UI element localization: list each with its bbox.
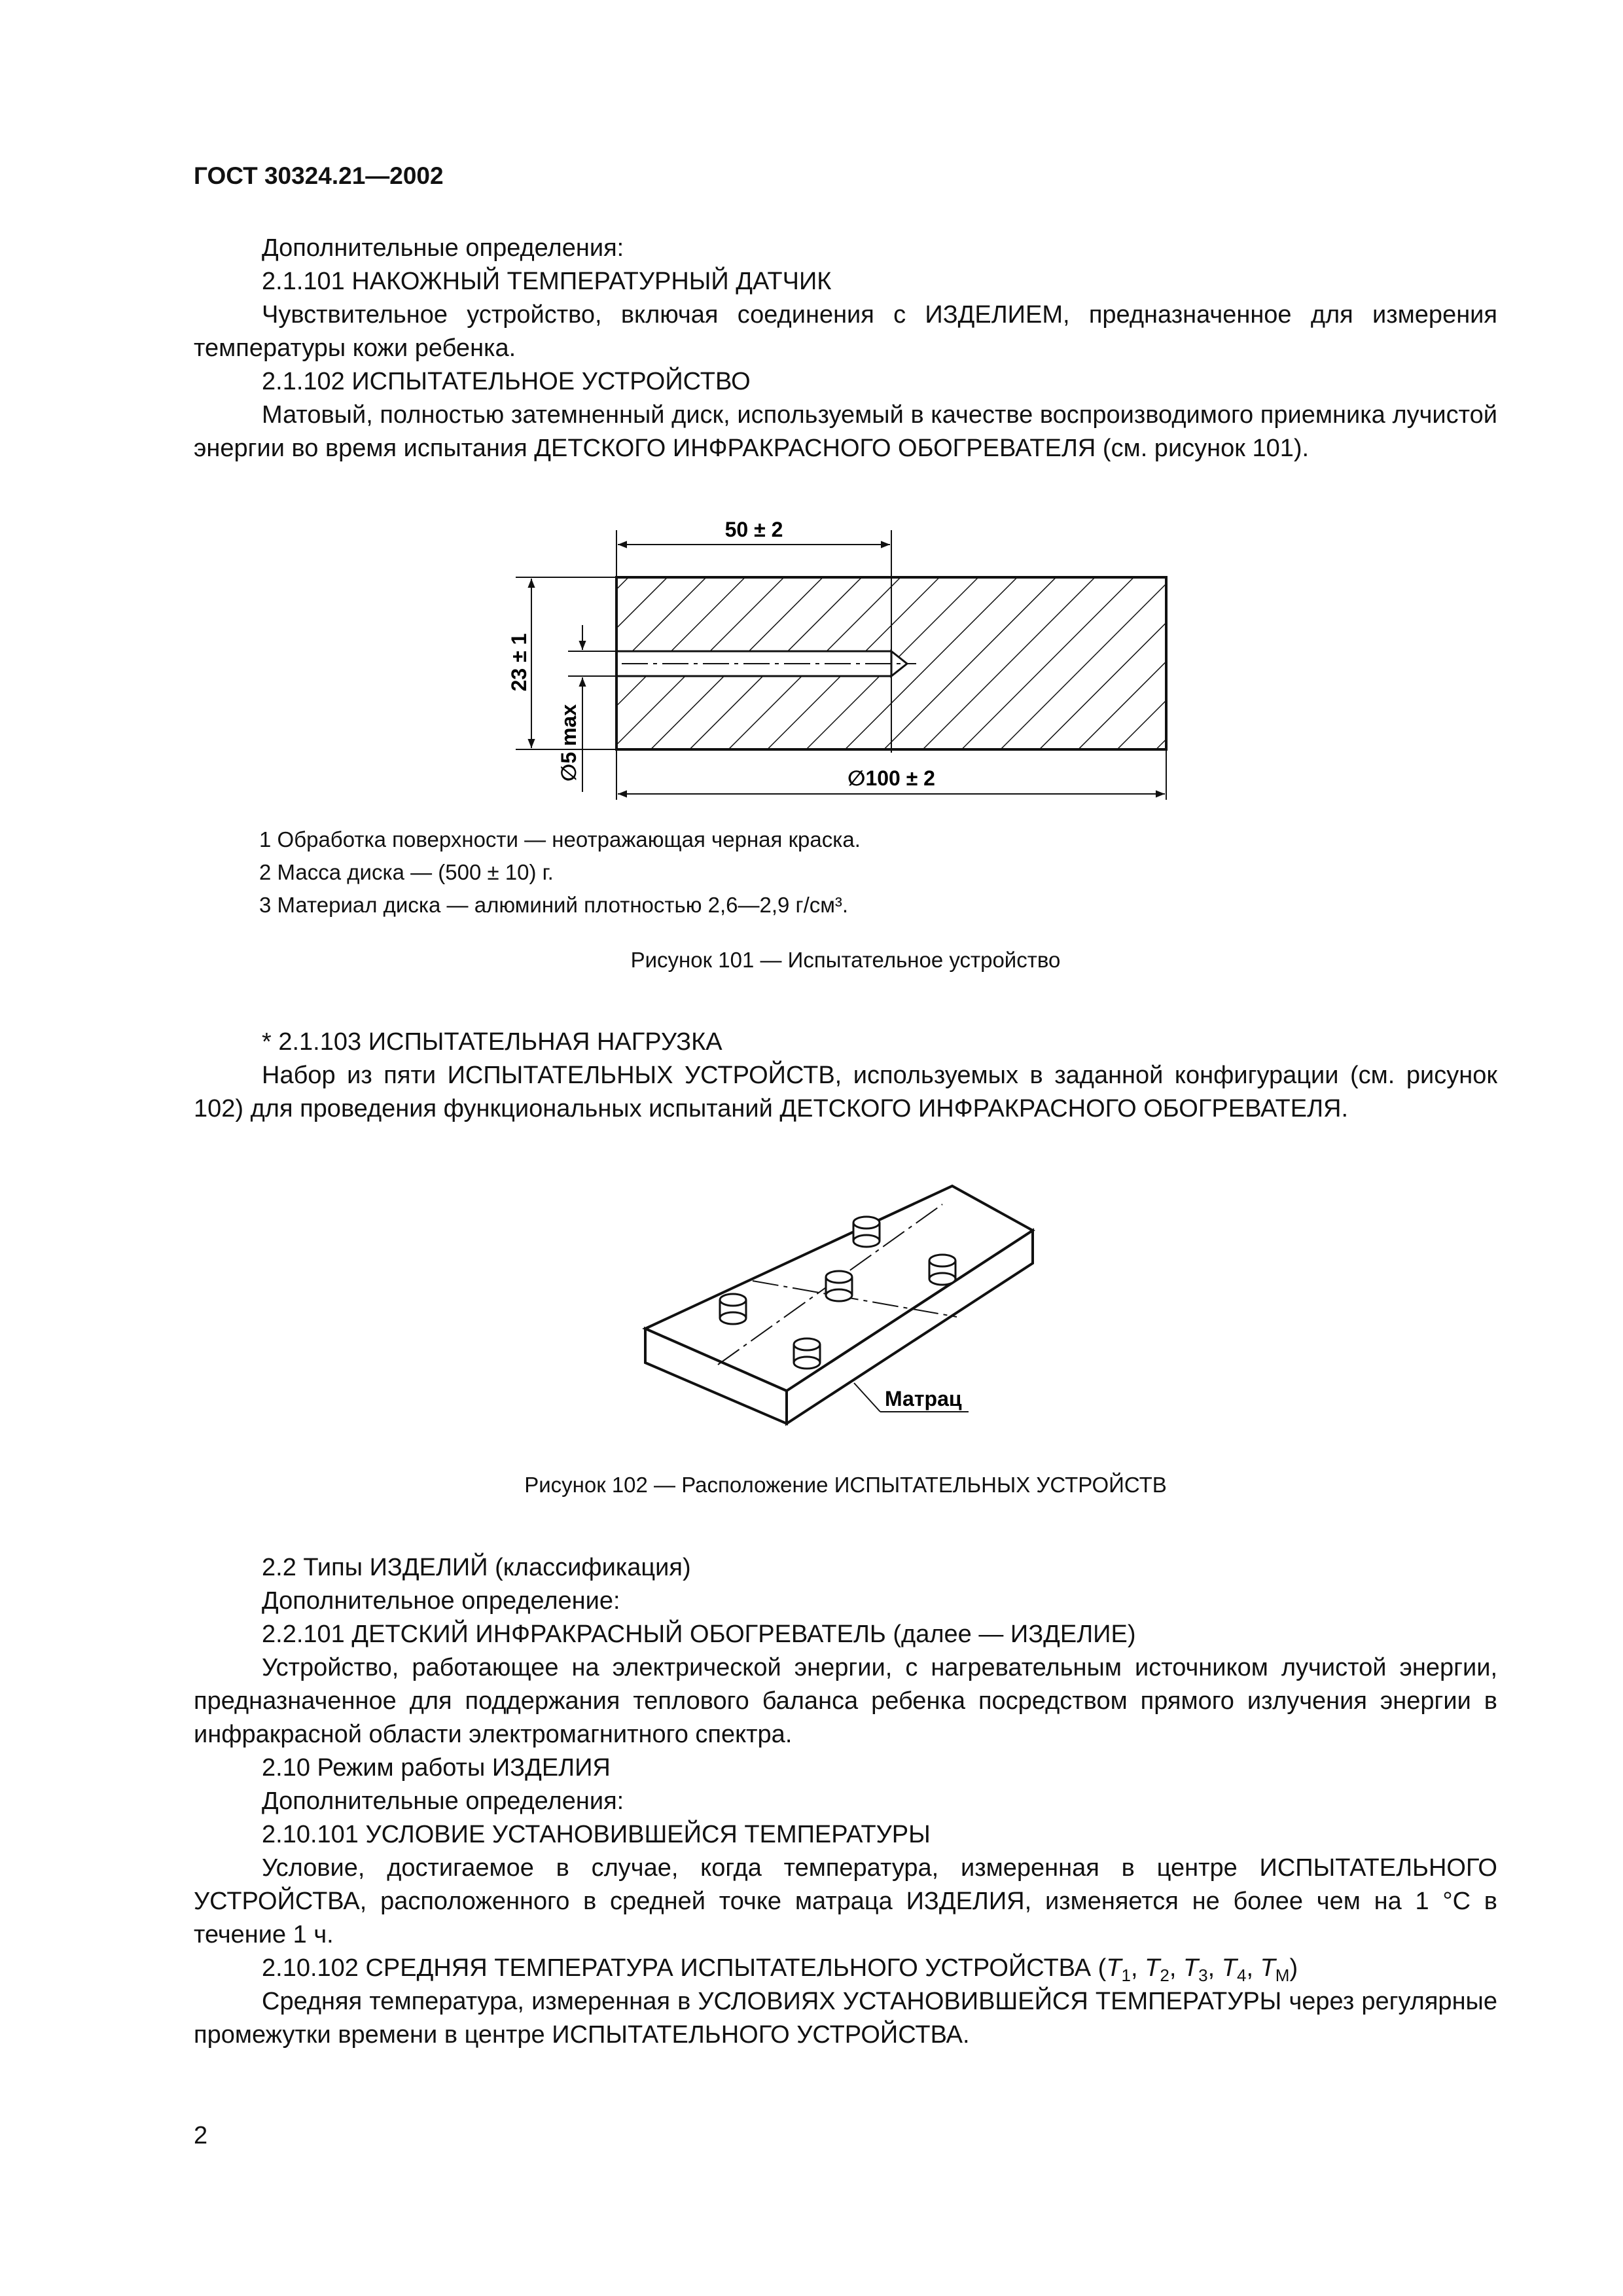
var-letter: T [1183, 1954, 1199, 1982]
figure-note: 1 Обработка поверхности — неотражающая черная краска. [259, 827, 861, 852]
var-subscript: 1 [1121, 1965, 1131, 1985]
var-subscript: 3 [1198, 1965, 1208, 1985]
paragraph: Устройство, работающее на электрической энергии, с нагревательным источником лучистой энергии, предназначенное для поддержания теплового баланса ребенка посредством прямого излучения энергии в инфракрасной области электромагнитного спектра. [194, 1654, 1497, 1748]
test-device [720, 1294, 746, 1324]
term-heading: 2.1.101 НАКОЖНЫЙ ТЕМПЕРАТУРНЫЙ ДАТЧИК [262, 268, 832, 295]
clause-heading: 2.2 Типы ИЗДЕЛИЙ (классификация) [262, 1554, 691, 1581]
dim-hole-label: ∅5 max [557, 704, 580, 782]
var-letter: T [1221, 1954, 1237, 1982]
section-definitions-2 [194, 1026, 1497, 1126]
paragraph: Дополнительное определение: [262, 1587, 620, 1615]
term-heading-text: 2.10.102 СРЕДНЯЯ ТЕМПЕРАТУРА ИСПЫТАТЕЛЬНОГО УСТРОЙСТВА ( [262, 1954, 1107, 1982]
var-letter: T [1260, 1954, 1275, 1982]
term-heading: 2.10.102 СРЕДНЯЯ ТЕМПЕРАТУРА ИСПЫТАТЕЛЬНОГО УСТРОЙСТВА ($T_1$, $T_2$, $T_3$, $T_4$, $T_М$) [262, 1954, 1298, 1985]
dim-diameter-label: ∅100 ± 2 [847, 766, 935, 790]
var-letter: T [1106, 1954, 1122, 1982]
term-heading: * 2.1.103 ИСПЫТАТЕЛЬНАЯ НАГРУЗКА [262, 1028, 722, 1056]
paragraph: Средняя температура, измеренная в УСЛОВИЯХ УСТАНОВИВШЕЙСЯ ТЕМПЕРАТУРЫ через регулярные промежутки времени в центре ИСПЫТАТЕЛЬНОГО УСТРОЙСТВА. [194, 1988, 1497, 2049]
figure-101-notes [259, 823, 861, 922]
document-code-header: ГОСТ 30324.21—2002 [194, 162, 444, 189]
var-subscript: 2 [1160, 1965, 1169, 1985]
figure-101-caption: Рисунок 101 — Испытательное устройство [630, 948, 1061, 972]
figure-note: 3 Материал диска — алюминий плотностью 2,6—2,9 г/см³. [259, 893, 849, 917]
paragraph: Дополнительные определения: [262, 234, 624, 262]
paragraph: Матовый, полностью затемненный диск, используемый в качестве воспроизводимого приемника лучистой энергии во время испытания ДЕТСКОГО ИНФРАКРАСНОГО ОБОГРЕВАТЕЛЯ (см. рисунок 101). [194, 401, 1497, 462]
test-device [929, 1255, 955, 1285]
test-device [853, 1217, 880, 1247]
section-definitions-3 [194, 1551, 1497, 2052]
term-heading: 2.10.101 УСЛОВИЕ УСТАНОВИВШЕЙСЯ ТЕМПЕРАТУРЫ [262, 1821, 931, 1848]
paragraph: Чувствительное устройство, включая соединения с ИЗДЕЛИЕМ, предназначенное для измерения температуры кожи ребенка. [194, 301, 1497, 362]
figure-102-caption: Рисунок 102 — Расположение ИСПЫТАТЕЛЬНЫХ УСТРОЙСТВ [524, 1473, 1167, 1497]
page-number: 2 [194, 2122, 208, 2149]
paragraph: Условие, достигаемое в случае, когда температура, измеренная в центре ИСПЫТАТЕЛЬНОГО УСТРОЙСТВА, расположенного в средней точке матраца ИЗДЕЛИЯ, изменяется не более чем на 1 °С в течение 1 ч. [194, 1854, 1497, 1948]
clause-heading: 2.10 Режим работы ИЗДЕЛИЯ [262, 1754, 611, 1782]
term-heading: 2.2.101 ДЕТСКИЙ ИНФРАКРАСНЫЙ ОБОГРЕВАТЕЛЬ (далее — ИЗДЕЛИЕ) [262, 1621, 1136, 1648]
test-device [794, 1338, 820, 1369]
var-subscript: М [1275, 1965, 1290, 1985]
figure-102-drawing [0, 1113, 1623, 1453]
dim-height-label: 23 ± 1 [507, 633, 531, 692]
var-subscript: 4 [1236, 1965, 1247, 1985]
paragraph: Набор из пяти ИСПЫТАТЕЛЬНЫХ УСТРОЙСТВ, используемых в заданной конфигурации (см. рисунок 102) для проведения функциональных испытаний ДЕТСКОГО ИНФРАКРАСНОГО ОБОГРЕВАТЕЛЯ. [194, 1062, 1497, 1122]
var-letter: T [1145, 1954, 1160, 1982]
term-heading: 2.1.102 ИСПЫТАТЕЛЬНОЕ УСТРОЙСТВО [262, 368, 751, 395]
test-device [826, 1271, 852, 1301]
figure-101-drawing [0, 0, 1623, 851]
figure-note: 2 Масса диска — (500 ± 10) г. [259, 860, 554, 884]
mattress-label: Матрац [885, 1387, 962, 1410]
dim-top-label: 50 ± 2 [724, 518, 783, 541]
paragraph: Дополнительные определения: [262, 1787, 624, 1815]
